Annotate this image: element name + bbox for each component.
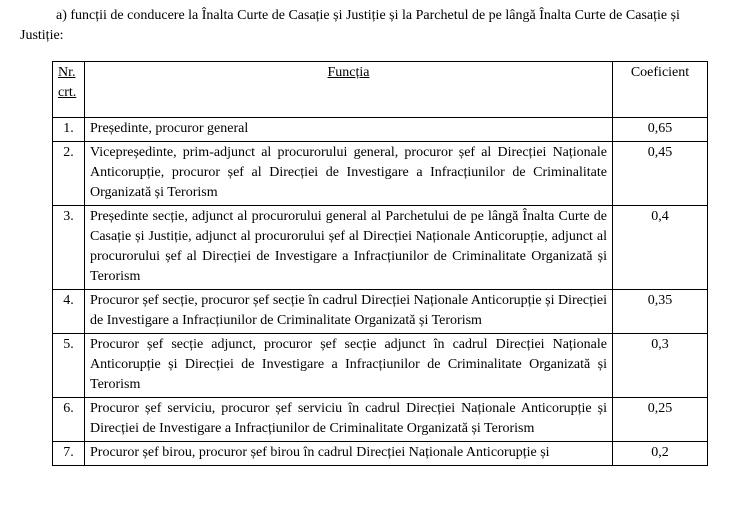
row-coefficient: 0,35 [613, 290, 708, 334]
table-row [53, 290, 708, 334]
row-number: 1. [53, 118, 85, 142]
row-number: 7. [53, 442, 85, 466]
table-row [53, 398, 708, 442]
table-row [53, 206, 708, 290]
table-row [53, 442, 708, 466]
row-coefficient: 0,4 [613, 206, 708, 290]
row-number: 4. [53, 290, 85, 334]
row-coefficient: 0,25 [613, 398, 708, 442]
header-coefficient: Coeficient [613, 62, 708, 118]
header-function-label: Funcția [327, 65, 370, 80]
row-function: Vicepreședinte, prim-adjunct al procurorului general, procuror șef al Direcției Naționale Anticorupție, procuror șef al Direcției de Investigare a Infracțiunilor de Criminalitate Organizată și Terorism [85, 142, 613, 206]
row-coefficient: 0,65 [613, 118, 708, 142]
row-number: 6. [53, 398, 85, 442]
functions-table [52, 61, 708, 466]
header-function [85, 62, 613, 118]
row-coefficient: 0,45 [613, 142, 708, 206]
table-row [53, 142, 708, 206]
header-nr-line2: crt. [58, 85, 77, 100]
intro-paragraph: a) funcții de conducere la Înalta Curte de Casație și Justiție și la Parchetul de pe lângă Înalta Curte de Casație și Justiție: [20, 8, 680, 43]
row-number: 5. [53, 334, 85, 398]
row-function: Președinte, procuror general [85, 118, 613, 142]
table-row [53, 334, 708, 398]
row-coefficient: 0,2 [613, 442, 708, 466]
row-function: Procuror șef birou, procuror șef birou în cadrul Direcției Naționale Anticorupție și [85, 442, 613, 466]
row-coefficient: 0,3 [613, 334, 708, 398]
row-number: 2. [53, 142, 85, 206]
row-function: Procuror șef secție adjunct, procuror șef secție adjunct în cadrul Direcției Naționale Anticorupție și Direcției de Investigare a Infracțiunilor de Criminalitate Organizată și Terorism [85, 334, 613, 398]
table-header-row [53, 62, 708, 118]
row-function: Procuror șef secție, procuror șef secție în cadrul Direcției Naționale Anticorupție și Direcției de Investigare a Infracțiunilor de Criminalitate Organizată și Terorism [85, 290, 613, 334]
row-function: Procuror șef serviciu, procuror șef serviciu în cadrul Direcției Naționale Anticorupție și Direcției de Investigare a Infracțiunilor de Criminalitate Organizată și Terorism [85, 398, 613, 442]
row-number: 3. [53, 206, 85, 290]
header-nr-crt [53, 62, 85, 118]
row-function: Președinte secție, adjunct al procurorului general al Parchetului de pe lângă Înalta Curte de Casație și Justiție, adjunct al procurorului șef al Direcției Naționale Anticorupție, adjunct al procurorului șef al Direcției de Investigare a Infracțiunilor de Criminalitate Organizată și Terorism [85, 206, 613, 290]
header-nr-line1: Nr. [58, 65, 76, 80]
table-row [53, 118, 708, 142]
